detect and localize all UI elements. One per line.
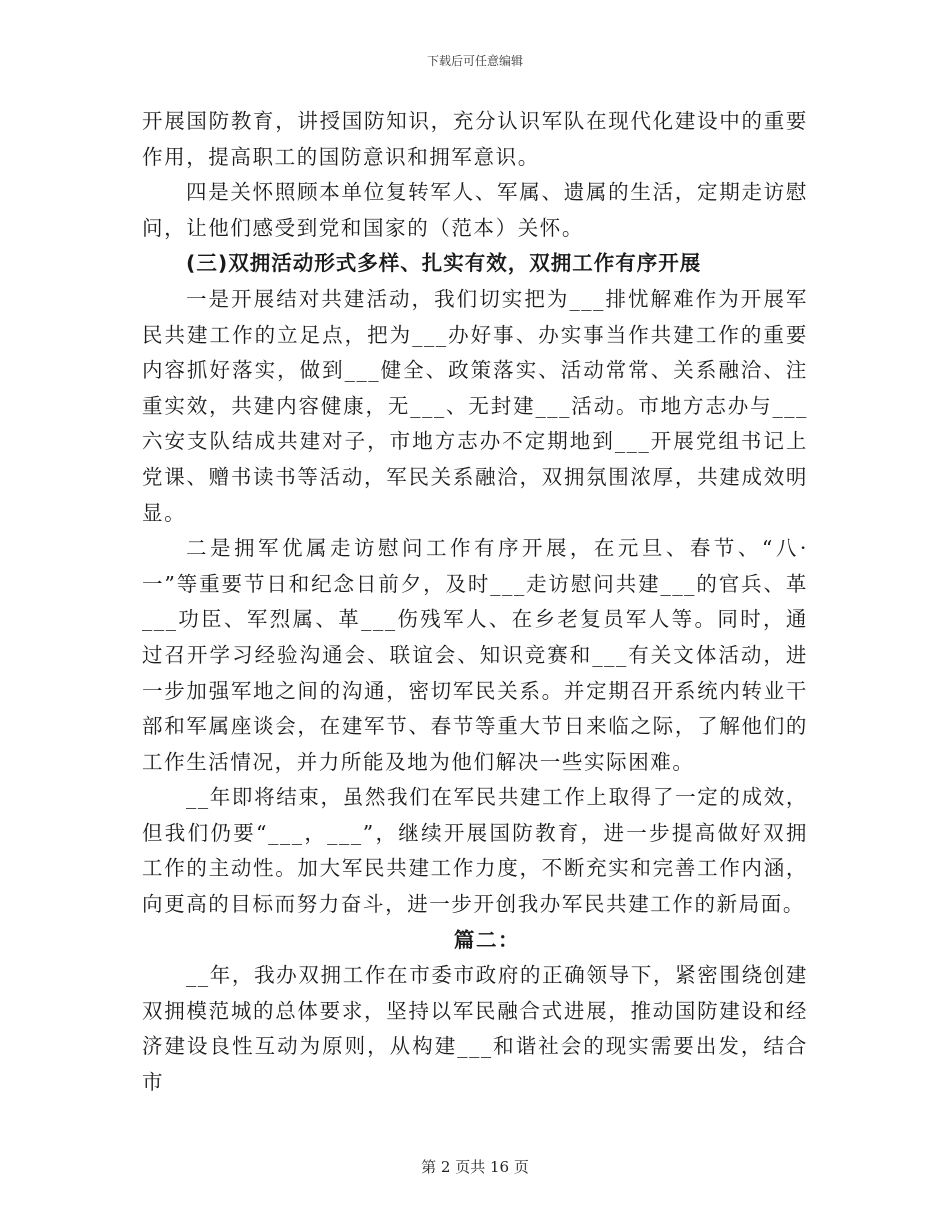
document-body xyxy=(142,104,808,1101)
page-header: 下载后可任意编辑 xyxy=(426,54,523,68)
page-footer: 第 2 页共 16 页 xyxy=(421,1158,529,1176)
section-heading-three: (三)双拥活动形式多样、扎实有效，双拥工作有序开展 xyxy=(186,251,702,276)
section-title-part-two: 篇二： xyxy=(453,927,521,952)
paragraph-continuation: 开展国防教育，讲授国防知识，充分认识军队在现代化建设中的重要作用，提高职工的国防意识和拥军意识。 xyxy=(142,109,808,169)
paragraph-item-one: 一是开展结对共建活动，我们切实把为___排忧解难作为开展军民共建工作的立足点，把为___办好事、办实事当作共建工作的重要内容抓好落实，做到___健全、政策落实、活动常常、关系融洽、注重实效，共建内容健康，无___、无封建___活动。市地方志办与___六安支队结成共建对子，市地方志办不定期地到___开展党组书记上党课、赠书读书等活动，军民关系融洽，双拥氛围浓厚，共建成效明显。 xyxy=(142,286,808,525)
paragraph-conclusion: __年即将结束，虽然我们在军民共建工作上取得了一定的成效，但我们仍要“___，___”，继续开展国防教育，进一步提高做好双拥工作的主动性。加大军民共建工作力度，不断充实和完善工作内涵，向更高的目标而努力奋斗，进一步开创我办军民共建工作的新局面。 xyxy=(142,785,808,917)
paragraph-part-two-intro: __年，我办双拥工作在市委市政府的正确领导下，紧密围绕创建双拥模范城的总体要求，坚持以军民融合式进展，推动国防建设和经济建设良性互动为原则，从构建___和谐社会的现实需要出发，结合市 xyxy=(142,963,808,1095)
paragraph-item-four: 四是关怀照顾本单位复转军人、军属、遗属的生活，定期走访慰问，让他们感受到党和国家的（范本）关怀。 xyxy=(142,180,808,240)
paragraph-item-two: 二是拥军优属走访慰问工作有序开展，在元旦、春节、“八·一”等重要节日和纪念日前夕，及时___走访慰问共建___的官兵、革___功臣、军烈属、革___伤残军人、在乡老复员军人等。同时，通过召开学习经验沟通会、联谊会、知识竞赛和___有关文体活动，进一步加强军地之间的沟通，密切军民关系。并定期召开系统内转业干部和军属座谈会，在建军节、春节等重大节日来临之际，了解他们的工作生活情况，并力所能及地为他们解决一些实际困难。 xyxy=(142,536,808,774)
